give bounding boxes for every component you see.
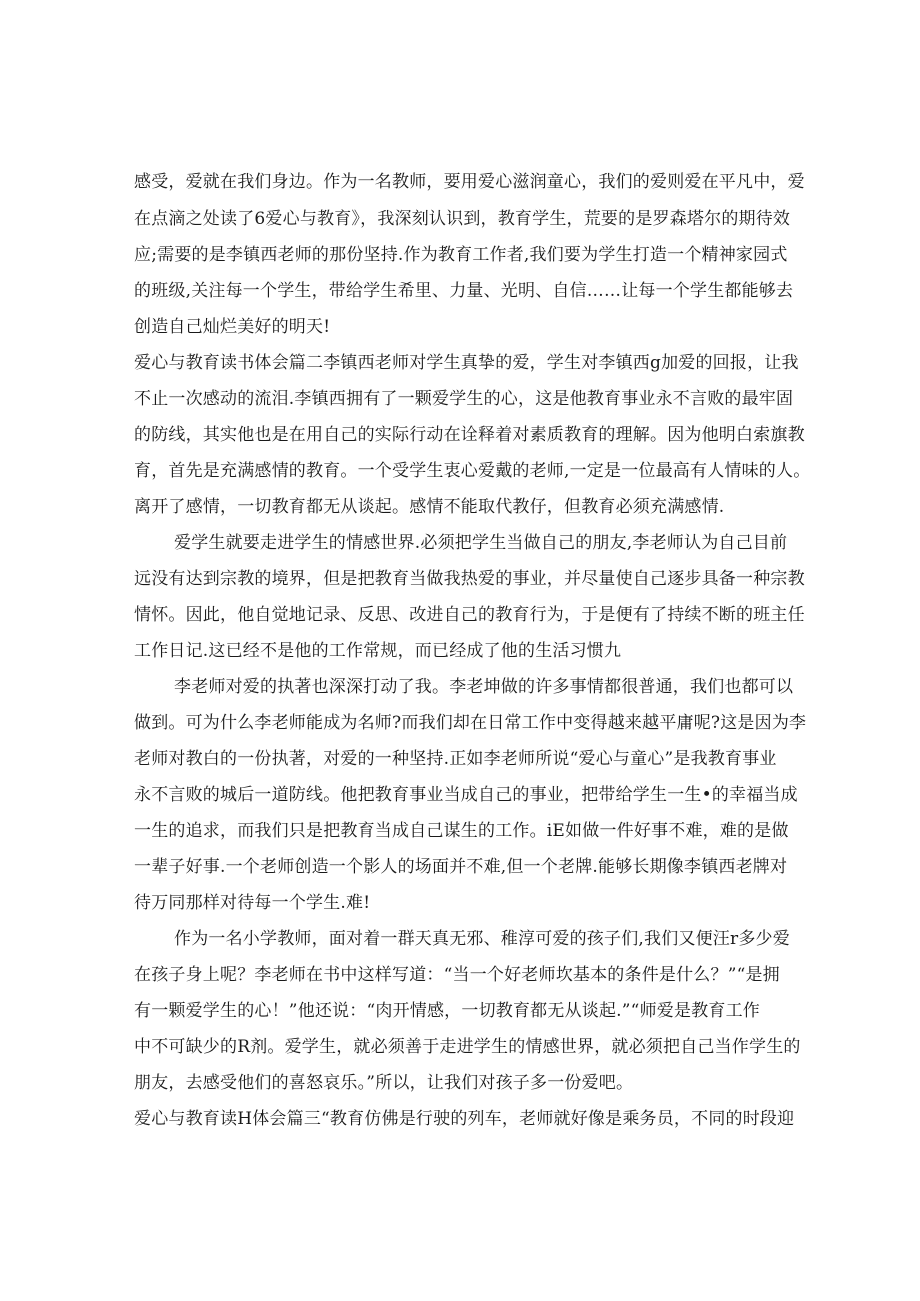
section-heading-line: 爱心与教育读H体会篇三“教育仿佛是行驶的列车，老师就好像是乘务员，不同的时段迎 (134, 1109, 795, 1129)
text-line: 不止一次感动的流泪.李镇西拥有了一颗爱学生的心，这是他教育事业永不言败的最牢固 (134, 389, 794, 409)
text-line: 在点滴之处读了6爱心与教育》，我深刻认识到，教育学生，荒要的是罗森塔尔的期待效 (134, 209, 791, 229)
text-line: 离开了感情，一切教育都无从谈起。感情不能取代教仔，但教育必须充满感情. (134, 497, 725, 517)
text-line: 朋友，去感受他们的喜怒哀乐。”所以，让我们对孩子多一份爱吧。 (134, 1073, 634, 1093)
paragraph-first-line: 作为一名小学教师，面对着一群天真无邪、稚淳可爱的孩子们,我们又便汪r多少爱 (174, 929, 790, 949)
text-line: 的防线，其实他也是在用自己的实际行动在诠释着对素质教育的理解。因为他明白索旗教 (134, 425, 805, 445)
text-line: 育，首先是充满感情的教育。一个受学生衷心爱戴的老师,一定是一位最高有人情味的人。 (134, 461, 811, 481)
text-line: 做到。可为什么李老师能成为名师?而我们却在日常工作中变得越来越平庸呢?这是因为李 (134, 713, 807, 733)
paragraph-first-line: 李老师对爱的执著也深深打动了我。李老坤做的许多事情都很普通，我们也都可以 (174, 677, 794, 697)
text-line: 在孩子身上呢？李老师在书中这样写道：“当一个好老师坎基本的条件是什么？”“是拥 (134, 965, 780, 985)
paragraph-first-line: 爱学生就要走进学生的情感世界.必须把学生当做自己的朋友,李老师认为自己目前 (174, 533, 788, 553)
text-line: 一生的追求，而我们只是把教育当成自己谋生的工作。iE如做一件好事不难，难的是做 (134, 821, 789, 841)
text-line: 情怀。因此，他自觉地记录、反思、改进自己的教育行为，于是便有了持续不断的班主任 (134, 605, 805, 625)
text-line: 的班级,关注每一个学生，带给学生希里、力量、光明、自信……让每一个学生都能够去 (134, 281, 794, 301)
text-line: 老师对教白的一份执著，对爱的一种坚持.正如李老师所说“爱心与童心”是我教育事业 (134, 749, 777, 769)
text-line: 有一颗爱学生的心！”他还说：“肉开情感，一切教育都无从谈起.”“师爱是教育工作 (134, 1001, 760, 1021)
text-line: 永不言败的城后一道防线。他把教育事业当成自己的事业，把带给学生一生•的幸福当成 (134, 785, 798, 805)
text-line: 感受，爱就在我们身边。作为一名教师，要用爱心滋润童心，我们的爱则爱在平凡中，爱 (134, 172, 805, 192)
text-line: 待万同那样对待每一个学生.难! (134, 893, 371, 913)
text-line: 远没有达到宗教的境界，但是把教育当做我热爱的事业，并尽量使自己逐步具备一种宗教 (134, 569, 805, 589)
text-line: 一辈子好事.一个老师创造一个影人的场面并不难,但一个老牌.能够长期像李镇西老牌对 (134, 857, 788, 877)
text-line: 中不可缺少的R剂。爱学生，就必须善于走进学生的情感世界，就必须把自己当作学生的 (134, 1037, 801, 1057)
text-line: 创造自己灿烂美好的明天! (134, 317, 331, 337)
text-line: 应;需要的是李镇西老师的那份坚持.作为教育工作者,我们要为学生打造一个精神家园式 (134, 245, 788, 265)
section-heading-line: 爱心与教育读书体会篇二李镇西老师对学生真挚的爱，学生对李镇西g加爱的回报，让我 (134, 353, 799, 373)
text-line: 工作日记.这已经不是他的工作常规，而已经成了他的生活习惯九 (134, 641, 622, 661)
